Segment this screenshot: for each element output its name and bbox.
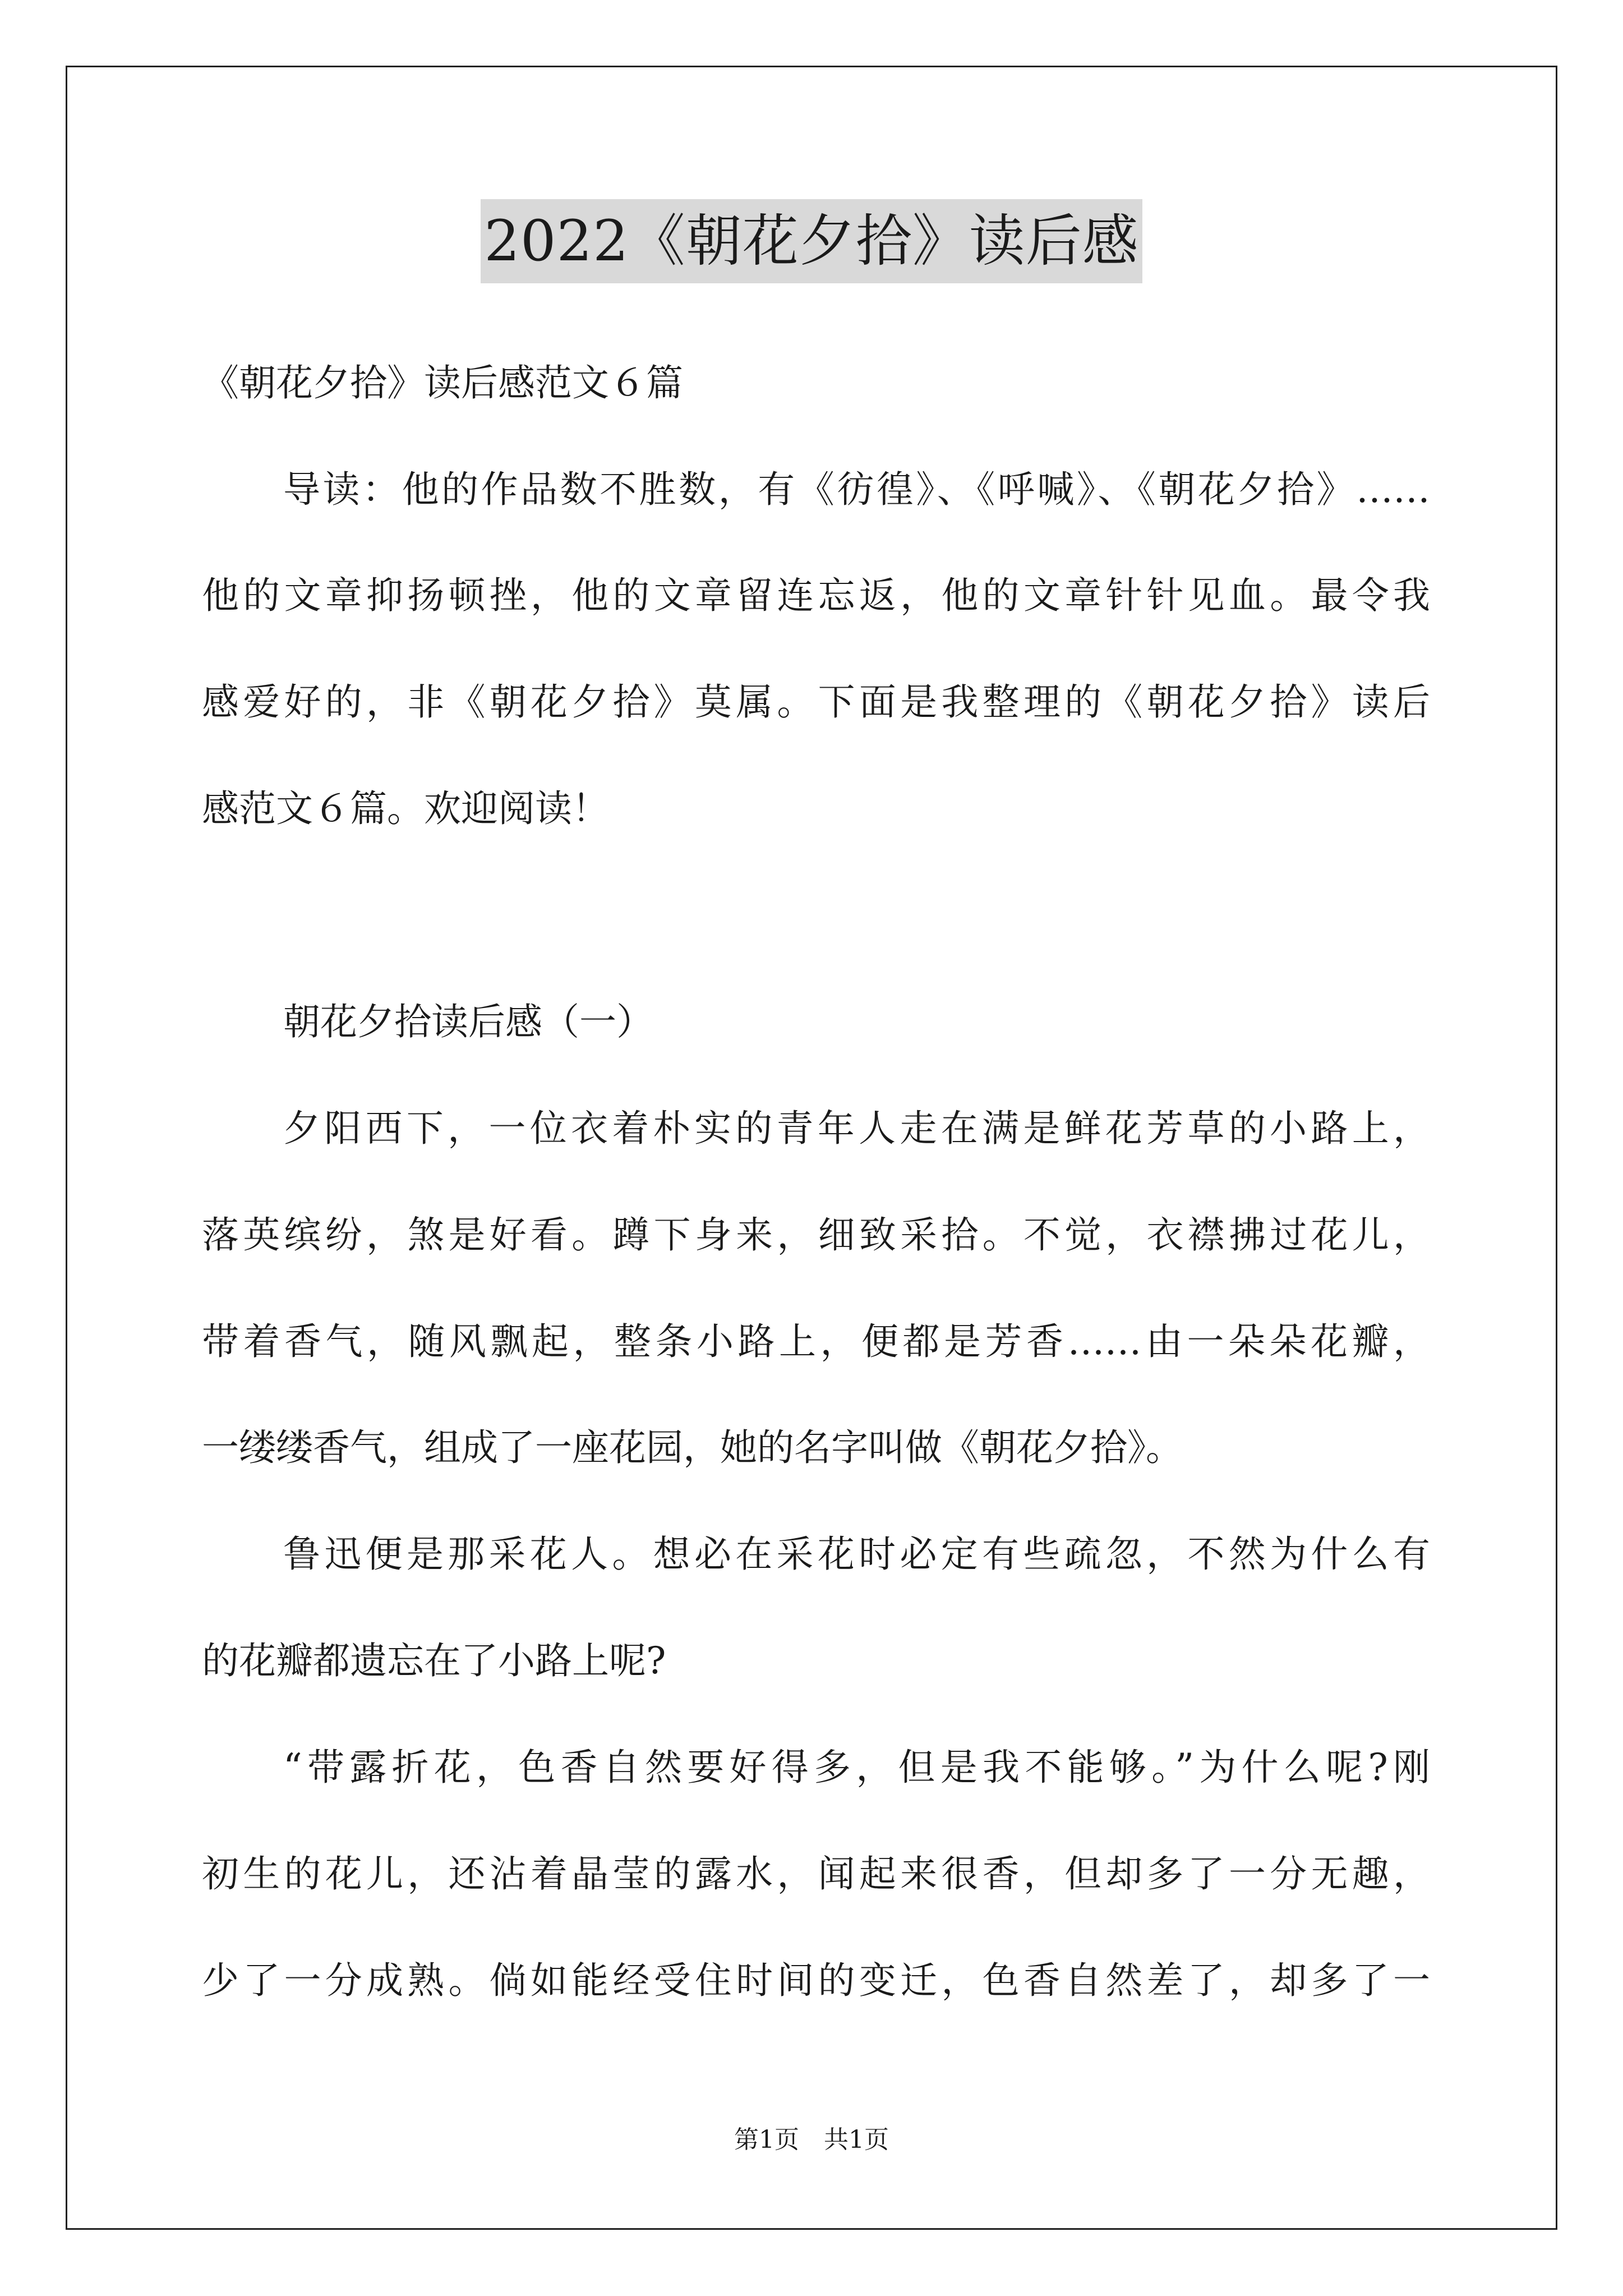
title-container [0, 199, 1623, 283]
intro-line: 感范文６篇。欢迎阅读！ [202, 787, 609, 830]
paragraph-line: 少了一分成熟。倘如能经受住时间的变迁，色香自然差了，却多了一 [202, 1959, 1430, 2002]
paragraph-line: “带露折花，色香自然要好得多，但是我不能够。”为什么呢?刚 [283, 1746, 1430, 1789]
page-footer: 第1页 共1页 [734, 2125, 889, 2154]
paragraph-line: 初生的花儿，还沾着晶莹的露水，闻起来很香，但却多了一分无趣， [202, 1852, 1430, 1895]
document-title: 2022《朝花夕拾》读后感 [481, 199, 1142, 283]
paragraph-line: 带着香气，随风飘起，整条小路上，便都是芳香……由一朵朵花瓣， [202, 1320, 1430, 1363]
paragraph-line: 一缕缕香气，组成了一座花园，她的名字叫做《朝花夕拾》。 [202, 1426, 1183, 1469]
paragraph-line: 夕阳西下，一位衣着朴实的青年人走在满是鲜花芳草的小路上， [283, 1107, 1430, 1150]
intro-line: 他的文章抑扬顿挫，他的文章留连忘返，他的文章针针见血。最令我 [202, 574, 1430, 617]
intro-line: 感爱好的，非《朝花夕拾》莫属。下面是我整理的《朝花夕拾》读后 [202, 680, 1430, 724]
intro-line: 导读：他的作品数不胜数，有《彷徨》、《呼喊》、《朝花夕拾》…… [283, 468, 1430, 511]
section-heading: 朝花夕拾读后感（一） [283, 1000, 653, 1043]
paragraph-line: 的花瓣都遗忘在了小路上呢? [202, 1639, 666, 1682]
document-subtitle: 《朝花夕拾》读后感范文６篇 [202, 361, 683, 404]
paragraph-line: 落英缤纷，煞是好看。蹲下身来，细致采拾。不觉，衣襟拂过花儿， [202, 1213, 1430, 1257]
paragraph-line: 鲁迅便是那采花人。想必在采花时必定有些疏忽，不然为什么有 [283, 1533, 1430, 1576]
